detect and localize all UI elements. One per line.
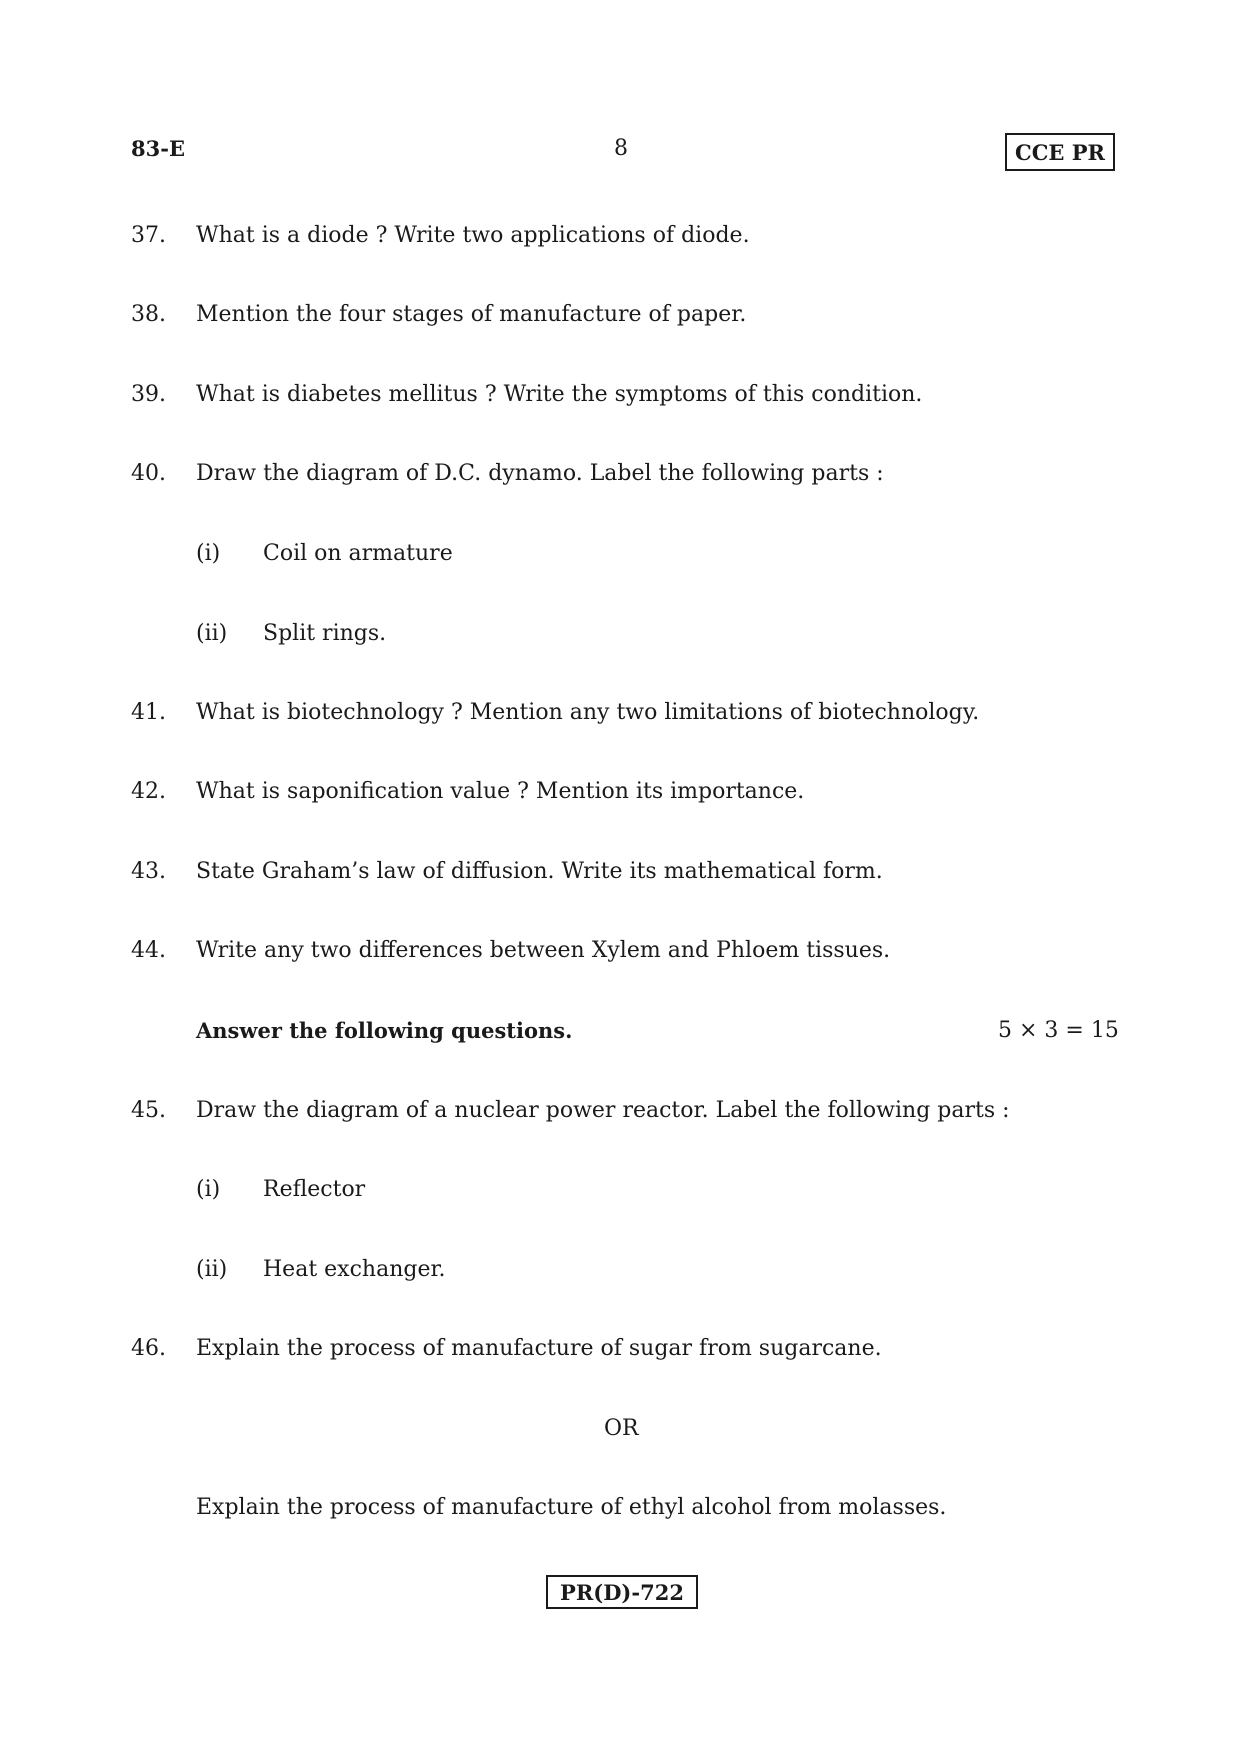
question-number: 46.	[131, 1336, 166, 1361]
section-instruction: Answer the following questions.	[196, 1018, 573, 1043]
sub-part-text: Coil on armature	[263, 541, 453, 566]
section-marks: 5 × 3 = 15	[998, 1018, 1119, 1043]
sub-part-text: Heat exchanger.	[263, 1257, 446, 1282]
question-text: Write any two differences between Xylem and Phloem tissues.	[196, 938, 891, 963]
sub-part-label: (i)	[196, 541, 221, 566]
paper-label-box	[1005, 133, 1115, 171]
footer-code: PR(D)-722	[560, 1579, 684, 1605]
sub-part-label: (ii)	[196, 621, 228, 646]
alternative-question-text: Explain the process of manufacture of ethyl alcohol from molasses.	[196, 1495, 947, 1520]
question-number: 42.	[131, 779, 166, 804]
question-number: 44.	[131, 938, 166, 963]
sub-part-text: Split rings.	[263, 621, 387, 646]
question-number: 37.	[131, 223, 166, 248]
question-number: 43.	[131, 859, 166, 884]
sub-part-text: Reflector	[263, 1177, 366, 1202]
paper-label: CCE PR	[1015, 139, 1105, 165]
question-text: Draw the diagram of D.C. dynamo. Label the following parts :	[196, 461, 884, 486]
question-number: 39.	[131, 382, 166, 407]
paper-code: 83-E	[131, 136, 185, 161]
question-text: What is biotechnology ? Mention any two limitations of biotechnology.	[196, 700, 980, 725]
question-text: What is diabetes mellitus ? Write the symptoms of this condition.	[196, 382, 923, 407]
page-number: 8	[614, 136, 628, 161]
or-separator: OR	[604, 1416, 639, 1441]
sub-part-label: (ii)	[196, 1257, 228, 1282]
question-text: Mention the four stages of manufacture of paper.	[196, 302, 747, 327]
question-text: Draw the diagram of a nuclear power reactor. Label the following parts :	[196, 1098, 1010, 1123]
question-text: Explain the process of manufacture of sugar from sugarcane.	[196, 1336, 882, 1361]
question-text: State Graham’s law of diffusion. Write its mathematical form.	[196, 859, 883, 884]
question-number: 38.	[131, 302, 166, 327]
footer-code-box	[546, 1575, 698, 1609]
sub-part-label: (i)	[196, 1177, 221, 1202]
question-number: 45.	[131, 1098, 166, 1123]
question-number: 40.	[131, 461, 166, 486]
question-number: 41.	[131, 700, 166, 725]
question-text: What is a diode ? Write two applications of diode.	[196, 223, 750, 248]
question-text: What is saponification value ? Mention its importance.	[196, 779, 805, 804]
